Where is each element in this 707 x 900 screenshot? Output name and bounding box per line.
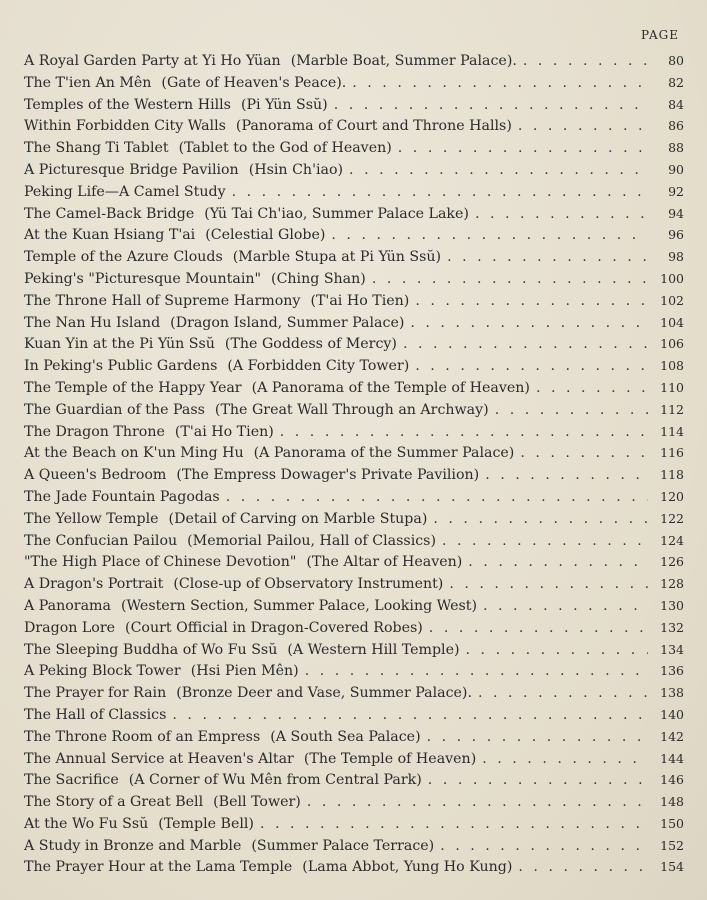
toc-leader-dots	[403, 334, 648, 356]
toc-entry-subtitle: (Lama Abbot, Yung Ho Kung)	[302, 859, 513, 876]
toc-entry-page: 132	[660, 619, 684, 635]
toc-entry-title: The Dragon Throne	[24, 423, 165, 440]
toc-entry-title: A Queen's Bedroom	[24, 467, 167, 484]
toc-entry-title: Temples of the Western Hills	[24, 96, 231, 113]
toc-entry	[24, 617, 684, 639]
toc-entry-title: Temple of the Azure Clouds	[24, 249, 223, 266]
toc-entry-subtitle: (The Goddess of Mercy)	[224, 336, 397, 353]
toc-entry-title: The Hall of Classics	[24, 706, 167, 723]
toc-entry	[24, 50, 684, 72]
toc-entry-title: A Dragon's Portrait	[24, 576, 164, 593]
toc-leader-dots	[172, 705, 648, 727]
toc-leader-dots	[349, 160, 648, 182]
toc-entry	[24, 333, 684, 355]
toc-entry-title: The Temple of the Happy Year	[24, 379, 242, 396]
toc-entry-title: A Peking Block Tower	[24, 663, 181, 680]
toc-leader-dots	[483, 596, 648, 618]
toc-entry-subtitle: (Court Official in Dragon-Covered Robes)	[125, 619, 423, 636]
toc-entry	[24, 94, 684, 116]
toc-entry-title: "The High Place of Chinese Devotion"	[24, 554, 297, 571]
toc-entry-title: The Throne Room of an Empress	[24, 728, 261, 745]
toc-entry-page: 120	[660, 488, 684, 504]
toc-entry	[24, 856, 684, 878]
toc-entry-title: The T'ien An Mên	[24, 74, 152, 91]
toc-leader-dots	[466, 640, 648, 662]
toc-leader-dots	[475, 204, 648, 226]
toc-entry-title: At the Wo Fu Ssŭ	[24, 815, 149, 832]
toc-entry-page: 114	[660, 423, 684, 439]
toc-entry-title: A Study in Bronze and Marble	[24, 837, 242, 854]
toc-entry-page: 118	[660, 467, 684, 483]
toc-entry-subtitle: (Hsi Pien Mên)	[190, 663, 299, 680]
toc-entry-subtitle: (Pi Yün Ssŭ)	[240, 96, 328, 113]
toc-leader-dots	[260, 814, 648, 836]
toc-entry	[24, 312, 684, 334]
toc-entry-title: A Panorama	[24, 597, 111, 614]
toc-leader-dots	[427, 727, 648, 749]
toc-entry-page: 146	[660, 772, 684, 788]
toc-entry-subtitle: (Yü Tai Ch'iao, Summer Palace Lake)	[204, 205, 469, 222]
toc-entry-subtitle: (Gate of Heaven's Peace).	[161, 74, 347, 91]
toc-entry-subtitle: (Summer Palace Terrace)	[251, 837, 435, 854]
toc-entry-title: At the Kuan Hsiang T'ai	[24, 227, 196, 244]
toc-entry-subtitle: (Close-up of Observatory Instrument)	[173, 576, 444, 593]
toc-entry-title: The Sleeping Buddha of Wo Fu Ssŭ	[24, 641, 278, 658]
toc-entry	[24, 813, 684, 835]
toc-entry-title: The Nan Hu Island	[24, 314, 161, 331]
toc-entry	[24, 551, 684, 573]
toc-entry-page: 106	[660, 336, 684, 352]
toc-leader-dots	[468, 552, 648, 574]
toc-entry-title: The Guardian of the Pass	[24, 401, 205, 418]
toc-entry-page: 152	[660, 837, 684, 853]
toc-entry-subtitle: (Dragon Island, Summer Palace)	[170, 314, 405, 331]
toc-leader-dots	[305, 661, 648, 683]
toc-leader-dots	[478, 683, 648, 705]
toc-entry-title: The Annual Service at Heaven's Altar	[24, 750, 294, 767]
toc-entry-title: Within Forbidden City Walls	[24, 118, 226, 135]
toc-entry-subtitle: (Panorama of Court and Throne Halls)	[235, 118, 512, 135]
toc-entry-page: 100	[660, 270, 684, 286]
toc-entry-subtitle: (Marble Stupa at Pi Yün Ssŭ)	[232, 249, 442, 266]
toc-entry-subtitle: (Memorial Pailou, Hall of Classics)	[187, 532, 436, 549]
toc-entry-subtitle: (The Altar of Heaven)	[306, 554, 463, 571]
toc-entry	[24, 639, 684, 661]
toc-entry-subtitle: (A Corner of Wu Mên from Central Park)	[128, 772, 422, 789]
toc-entry-subtitle: (The Empress Dowager's Private Pavilion)	[176, 467, 480, 484]
toc-leader-dots	[485, 465, 648, 487]
toc-leader-dots	[429, 618, 648, 640]
toc-entry-title: The Jade Fountain Pagodas	[24, 488, 220, 505]
toc-leader-dots	[518, 857, 648, 879]
toc-leader-dots	[442, 531, 648, 553]
toc-entry	[24, 704, 684, 726]
toc-entry-subtitle: (A South Sea Palace)	[270, 728, 421, 745]
toc-entry-subtitle: (A Western Hill Temple)	[287, 641, 460, 658]
toc-leader-dots	[447, 247, 648, 269]
toc-entry-subtitle: (Marble Boat, Summer Palace).	[290, 53, 517, 69]
toc-entry-subtitle: (The Great Wall Through an Archway)	[214, 401, 489, 418]
toc-entry-page: 84	[668, 96, 684, 112]
toc-entry-page: 148	[660, 794, 684, 810]
toc-entry-title: The Sacrifice	[24, 772, 119, 789]
toc-entry	[24, 421, 684, 443]
toc-leader-dots	[352, 73, 648, 95]
toc-leader-dots	[280, 422, 648, 444]
toc-leader-dots	[518, 116, 648, 138]
toc-entry-title: Kuan Yin at the Pi Yün Ssŭ	[24, 336, 215, 353]
toc-entry-page: 134	[660, 641, 684, 657]
toc-entry	[24, 835, 684, 857]
toc-leader-dots	[410, 313, 648, 335]
toc-entry-title: The Story of a Great Bell	[24, 794, 204, 811]
toc-entry	[24, 769, 684, 791]
toc-entry-page: 80	[668, 53, 684, 68]
toc-leader-dots	[398, 138, 648, 160]
toc-entry-page: 104	[660, 314, 684, 330]
toc-entry	[24, 268, 684, 290]
toc-entry-title: The Shang Ti Tablet	[24, 140, 169, 157]
toc-entry-page: 126	[660, 554, 684, 570]
toc-leader-dots	[536, 378, 648, 400]
toc-entry	[24, 464, 684, 486]
toc-entry-subtitle: (T'ai Ho Tien)	[174, 423, 274, 440]
toc-entry-page: 140	[660, 706, 684, 722]
toc-leader-dots	[433, 509, 648, 531]
toc-leader-dots	[307, 792, 648, 814]
toc-entry-title: A Royal Garden Party at Yi Ho Yüan	[24, 53, 281, 69]
toc-entry-title: The Camel-Back Bridge	[24, 205, 195, 222]
toc-entry-page: 90	[668, 161, 684, 177]
toc-entry-title: Peking Life—A Camel Study	[24, 183, 226, 200]
toc-entry-page: 82	[668, 74, 684, 90]
table-of-contents	[24, 50, 684, 878]
toc-entry-title: The Prayer Hour at the Lama Temple	[24, 859, 293, 876]
toc-leader-dots	[449, 574, 648, 596]
toc-entry	[24, 181, 684, 203]
toc-leader-dots	[334, 95, 648, 117]
toc-entry-page: 88	[668, 140, 684, 156]
toc-entry-subtitle: (Bronze Deer and Vase, Summer Palace).	[176, 685, 472, 702]
toc-leader-dots	[520, 443, 648, 465]
toc-entry	[24, 399, 684, 421]
toc-entry	[24, 573, 684, 595]
toc-entry-page: 110	[660, 379, 684, 395]
toc-entry-page: 86	[668, 118, 684, 134]
toc-entry	[24, 355, 684, 377]
toc-leader-dots	[482, 749, 648, 771]
toc-entry-page: 128	[660, 576, 684, 592]
toc-entry-page: 154	[660, 859, 684, 875]
toc-entry-page: 108	[660, 358, 684, 374]
toc-entry-page: 102	[660, 292, 684, 308]
toc-entry	[24, 224, 684, 246]
toc-leader-dots	[226, 487, 648, 509]
toc-entry-page: 142	[660, 728, 684, 744]
toc-entry-page: 144	[660, 750, 684, 766]
toc-entry	[24, 726, 684, 748]
toc-entry-subtitle: (Ching Shan)	[271, 270, 366, 287]
toc-entry	[24, 72, 684, 94]
toc-entry-title: At the Beach on K'un Ming Hu	[24, 445, 244, 462]
toc-entry-title: Dragon Lore	[24, 619, 116, 636]
toc-leader-dots	[495, 400, 648, 422]
toc-entry-subtitle: (Hsin Ch'iao)	[248, 161, 344, 178]
toc-entry-subtitle: (Celestial Globe)	[205, 227, 326, 244]
toc-entry-page: 96	[668, 227, 684, 243]
toc-entry-subtitle: (A Panorama of the Temple of Heaven)	[251, 379, 530, 396]
toc-entry	[24, 660, 684, 682]
toc-entry	[24, 442, 684, 464]
toc-entry	[24, 137, 684, 159]
toc-entry-page: 122	[660, 510, 684, 526]
toc-entry-page: 136	[660, 663, 684, 679]
toc-entry-page: 92	[668, 183, 684, 199]
toc-entry	[24, 508, 684, 530]
toc-entry-page: 150	[660, 815, 684, 831]
toc-leader-dots	[440, 836, 648, 858]
toc-entry-title: The Yellow Temple	[24, 510, 159, 527]
toc-leader-dots	[232, 182, 648, 204]
toc-entry-title: A Picturesque Bridge Pavilion	[24, 161, 239, 178]
toc-leader-dots	[415, 291, 648, 313]
toc-entry-subtitle: (T'ai Ho Tien)	[310, 292, 410, 309]
toc-entry	[24, 595, 684, 617]
toc-entry-title: The Throne Hall of Supreme Harmony	[24, 292, 301, 309]
toc-entry-subtitle: (Temple Bell)	[158, 815, 254, 832]
toc-leader-dots	[428, 770, 648, 792]
toc-entry-page: 98	[668, 249, 684, 265]
toc-entry-subtitle: (Tablet to the God of Heaven)	[178, 140, 392, 157]
toc-entry	[24, 486, 684, 508]
toc-entry	[24, 748, 684, 770]
toc-entry-page: 116	[660, 445, 684, 461]
toc-entry	[24, 682, 684, 704]
toc-entry	[24, 203, 684, 225]
toc-entry-page: 138	[660, 685, 684, 701]
toc-entry	[24, 530, 684, 552]
toc-entry	[24, 159, 684, 181]
toc-entry	[24, 290, 684, 312]
toc-entry-page: 112	[660, 401, 684, 417]
toc-entry	[24, 115, 684, 137]
toc-leader-dots	[415, 356, 648, 378]
toc-entry-title: The Confucian Pailou	[24, 532, 178, 549]
page-column-header: PAGE	[641, 28, 679, 42]
toc-leader-dots	[523, 51, 648, 73]
toc-entry	[24, 791, 684, 813]
toc-entry-subtitle: (The Temple of Heaven)	[303, 750, 477, 767]
toc-entry-subtitle: (Western Section, Summer Palace, Looking West)	[120, 597, 478, 614]
toc-entry-subtitle: (A Forbidden City Tower)	[227, 358, 410, 375]
toc-entry	[24, 246, 684, 268]
toc-entry-title: Peking's "Picturesque Mountain"	[24, 270, 262, 287]
toc-entry-subtitle: (Detail of Carving on Marble Stupa)	[168, 510, 428, 527]
toc-entry-page: 130	[660, 597, 684, 613]
toc-entry-subtitle: (A Panorama of the Summer Palace)	[253, 445, 515, 462]
toc-leader-dots	[372, 269, 648, 291]
toc-leader-dots	[331, 225, 648, 247]
toc-entry	[24, 377, 684, 399]
toc-entry-subtitle: (Bell Tower)	[213, 794, 301, 811]
toc-entry-page: 124	[660, 532, 684, 548]
toc-entry-title: The Prayer for Rain	[24, 685, 167, 702]
toc-entry-title: In Peking's Public Gardens	[24, 358, 218, 375]
toc-entry-page: 94	[668, 205, 684, 221]
